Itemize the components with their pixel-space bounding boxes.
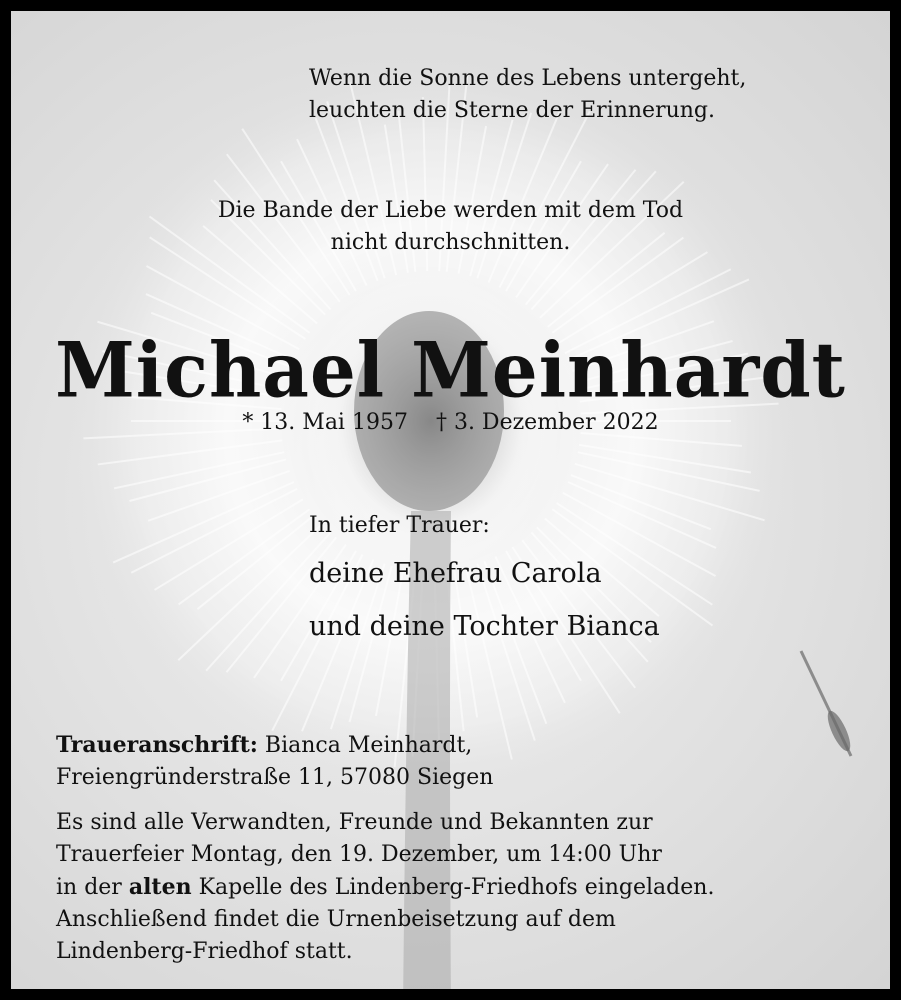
invitation-line-5: Lindenberg-Friedhof statt. <box>56 939 353 964</box>
mourner-wife: deine Ehefrau Carola <box>309 558 602 589</box>
quote-middle-line-1: Die Bande der Liebe werden mit dem Tod <box>217 198 684 223</box>
invitation-line-3 <box>56 871 714 904</box>
mourner-daughter: und deine Tochter Bianca <box>309 611 660 642</box>
birth-date: * 13. Mai 1957 <box>242 410 408 435</box>
invitation-line-1: Es sind alle Verwandten, Freunde und Bekannten zur <box>56 810 653 835</box>
quote-middle <box>11 195 890 259</box>
mourning-address <box>56 729 493 794</box>
address-label: Traueranschrift: <box>56 732 258 758</box>
life-dates <box>11 408 890 438</box>
invitation-line-4: Anschließend findet die Urnenbeisetzung auf dem <box>56 907 616 932</box>
deceased-name: Michael Meinhardt <box>55 324 846 415</box>
invitation-line-3-pre: in der <box>56 875 129 900</box>
quote-middle-line-2: nicht durchschnitten. <box>330 230 571 255</box>
address-line-2: Freiengründerstraße 11, 57080 Siegen <box>56 765 494 790</box>
invitation-line-2: Trauerfeier Montag, den 19. Dezember, um 14:00 Uhr <box>56 842 662 867</box>
invitation-line-3-post: Kapelle des Lindenberg-Friedhofs eingeladen. <box>191 875 715 900</box>
funeral-invitation <box>56 807 714 968</box>
quote-top-line-2: leuchten die Sterne der Erinnerung. <box>309 98 716 123</box>
invitation-emphasis: alten <box>128 874 192 900</box>
death-date: † 3. Dezember 2022 <box>435 410 659 435</box>
mourning-heading: In tiefer Trauer: <box>309 513 490 538</box>
quote-top <box>309 63 746 127</box>
quote-top-line-1: Wenn die Sonne des Lebens untergeht, <box>309 66 747 91</box>
address-line-1: Bianca Meinhardt, <box>257 733 473 758</box>
